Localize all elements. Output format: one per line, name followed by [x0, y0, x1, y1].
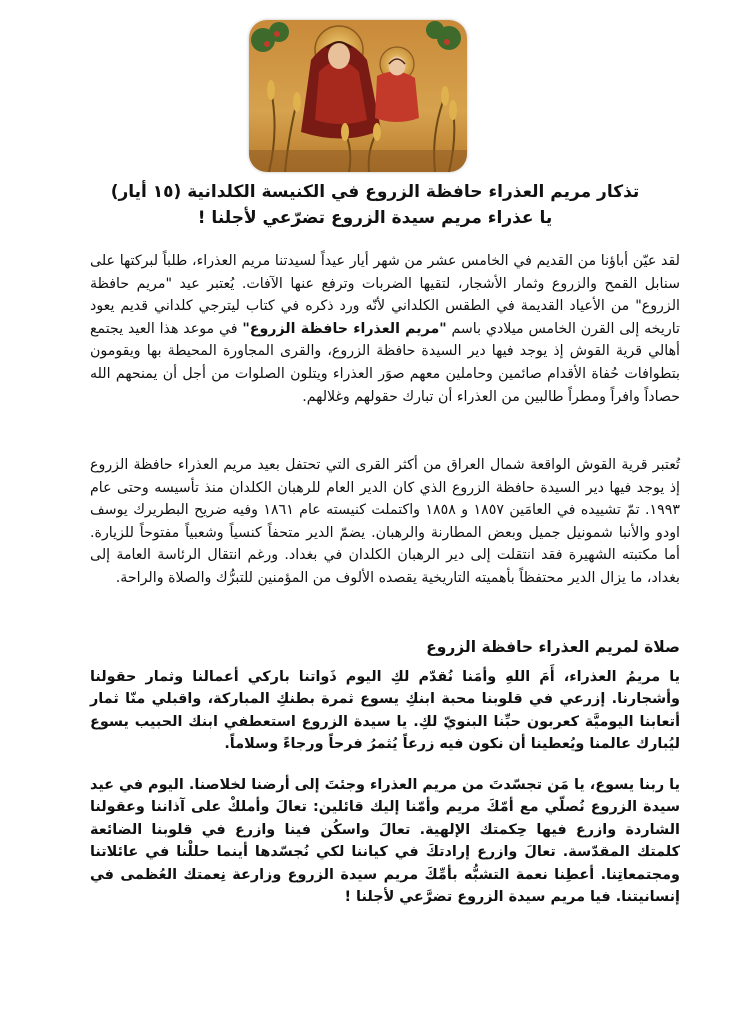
paragraph-1-bold-name: "مريم العذراء حافظة الزروع": [242, 320, 447, 337]
page-subtitle: يا عذراء مريم سيدة الزروع تضرّعي لأجلنا !: [197, 208, 553, 228]
virgin-mary-icon-image: [249, 20, 467, 172]
prayer-2-text: يا ربنا يسوع، يا مَن تجسّدتَ من مريم العذراء وجئتَ إلى أرضنا لخلاصنا. اليوم في عيد سيدة الزروع نُصلّي مع أمّكَ مريم وأمّنا إليك قائلين: تعالَ وأملكْ على آذاننا وعقولنا الشاردة وازرع فيها حِكمتك الإلهية. تعالَ واسكُن فينا وازرع في قلوبنا الضائعة كلمتك المقدّسة. تعالَ وازرع إرادتكَ في كياننا لكي نُجسّدها أينما حللْنا في عائلاتنا ومجتمعاتِنا. أعطِنا نعمة التشبُّه بأمِّكَ مريم سيدة الزروع وزارعة نِعمتك العُظمى في إنسانيتنا. فيا مريم سيدة الزروع تضرَّعي لأجلنا !: [90, 777, 680, 906]
page-title: تذكار مريم العذراء حافظة الزروع في الكنيسة الكلدانية (١٥ أيار): [110, 182, 640, 202]
prayer-paragraph-2: [90, 774, 680, 908]
prayer-title: صلاة لمريم العذراء حافظة الزروع: [426, 638, 680, 656]
history-paragraph-2: [90, 454, 680, 590]
paragraph-1-part-a: لقد عيّن أباؤنا من القديم في الخامس عشر من شهر أيار عيداً لسيدتنا مريم العذراء، طلباً لبركتها على سنابل القمح والزروع وثمار الأشجار، لتقيها الضربات وترفع عنها الآفات. يُعتبر عيد "مريم حافظة الزروع" من الأعياد القديمة في الطقس الكلداني لأنّه ورد ذكره في كتاب ليترجي كلداني قديم يعود تاريخه إلى القرن الخامس ميلادي باسم: [90, 253, 680, 337]
paragraph-1-text: [90, 250, 680, 408]
paragraph-2-text: تُعتبر قرية القوش الواقعة شمال العراق من أكثر القرى التي تحتفل بعيد مريم العذراء حافظة الزروع إذ يوجد فيها دير السيدة حافظة الزروع الذي كان الدير العام للرهبان الكلدان منذ تأسيسه وحتى عام ١٩٩٣. تمّ تشييده في العامَين ١٨٥٧ و ١٨٥٨ واكتملت كنيسته عام ١٨٦١ وفيه ضريح البطريرك يوسف اودو والأنبا شمونيل جميل وبعض المطارنة والرهبان. يضمّ الدير متحفاً كنسياً وشعبياً مفتوحاً للزيارة. أما مكتبته الشهيرة فقد انتقلت إلى دير الرهبان الكلدان في بغداد. ورغم انتقال الرئاسة العامة إلى بغداد، ما يزال الدير محتفظاً بأهميته التاريخية يقصده الألوف من المؤمنين للتبرُّك والصلاة والراحة.: [90, 457, 680, 586]
history-paragraph-1: [90, 250, 680, 408]
prayer-1-text: يا مريمُ العذراء، أَمَ اللهِ وأمَنا نُقدّم لكِ اليوم ذَواتنا باركي أعمالنا وثمار حقولنا وأشجارنا. إزرعي في قلوبنا محبة ابنكِ يسوع ثمرة بطنكِ المباركة، واقبلي منّا ثمار أتعابنا اليوميَّة كعربون حبِّنا البنويّ لكِ. يا سيدة الزروع استعطفي ابنك الحبيب يسوع ليُبارك عالمنا ويُعطينا أن نكون فيه زرعاً يُثمرُ فرحاً ورجاءً وسلاماً.: [90, 669, 680, 753]
prayer-paragraph-1: [90, 666, 680, 756]
paragraph-1-part-b: في موعد هذا العيد يجتمع أهالي قرية القوش إذ يوجد فيها دير السيدة حافظة الزروع، والقرى المجاورة المحيطة بها ويقومون بتطوافات حُفاة الأقدام صائمين وحاملين معهم صوَر العذراء ويتلون الصلوات من أجل أن يمنحهم الله حصاداً وافراً ومطراً طالبين من العذراء أن تبارك حقولهم وغلالهم.: [90, 320, 680, 405]
